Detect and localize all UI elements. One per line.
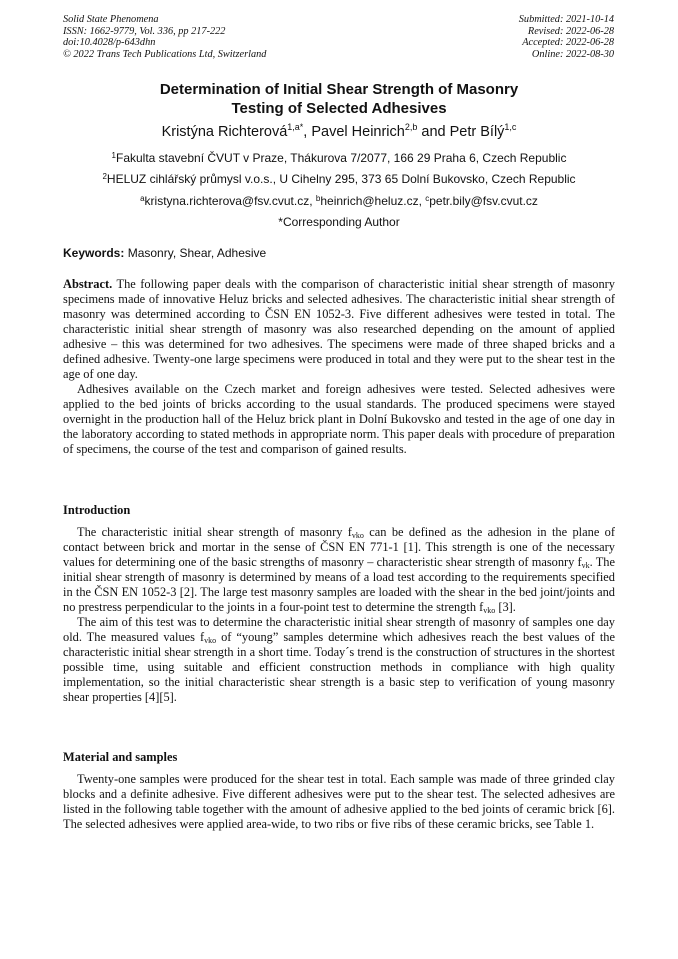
journal-issn: ISSN: 1662-9779, Vol. 336, pp 217-222 — [63, 25, 226, 37]
intro-text: The aim of this test was to determine the characteristic initial shear strength of masonry of samples one day old. The measured values f — [63, 615, 615, 644]
email-a: kristyna.richterova@fsv.cvut.cz, — [144, 194, 316, 208]
affiliation-2-marker: 2 — [102, 172, 107, 181]
journal-copyright: © 2022 Trans Tech Publications Ltd, Switzerland — [63, 48, 267, 60]
introduction-paragraph-1 — [63, 525, 615, 615]
title-line-2: Testing of Selected Adhesives — [231, 100, 447, 117]
email-marker-b: b — [315, 194, 321, 203]
section-heading-materials: Material and samples — [63, 750, 178, 764]
keywords-label: Keywords: — [63, 246, 125, 260]
email-b: heinrich@heluz.cz, — [320, 194, 426, 208]
affiliation-1-text: Fakulta stavební ČVUT v Praze, Thákurova 7/2077, 166 29 Praha 6, Czech Republic — [115, 151, 567, 165]
abstract-paragraph-1 — [63, 277, 615, 382]
email-c: petr.bily@fsv.cvut.cz — [429, 194, 538, 208]
journal-doi: doi:10.4028/p-643dhn — [63, 37, 156, 49]
journal-header-right — [519, 14, 614, 60]
author-separator: and — [417, 124, 450, 140]
journal-name: Solid State Phenomena — [63, 14, 159, 25]
abstract-paragraph-2: Adhesives available on the Czech market and foreign adhesives were tested. Selected adhesives were applied to the bed joints of bricks according to the usual standards. The produced specimens were stayed overnight in the production hall of the Heluz brick plant in Dolní Bukovsko and tested in the age of one day in the laboratory according to stated methods in appropriate norm. This paper deals with procedure of preparation of specimens, the course of the test and comparison of gained results. — [63, 382, 615, 456]
author-3-affil: 1,c — [504, 122, 517, 132]
author-emails — [0, 194, 678, 208]
intro-subscript: vko — [483, 606, 496, 615]
paper-title — [0, 80, 678, 118]
abstract-label: Abstract. — [63, 277, 113, 291]
email-marker-a: a — [140, 194, 145, 203]
introduction-paragraph-2 — [63, 615, 615, 705]
affiliation-1-marker: 1 — [111, 151, 116, 160]
intro-text: The characteristic initial shear strength of masonry f — [77, 525, 352, 539]
affiliation-2-text: HELUZ cihlářský průmysl v.o.s., U Cihelny 295, 373 65 Dolní Bukovsko, Czech Republic — [106, 172, 576, 186]
journal-header-left — [63, 14, 266, 60]
date-submitted: Submitted: 2021-10-14 — [518, 14, 614, 25]
abstract-section — [63, 277, 615, 457]
keywords — [63, 246, 615, 260]
author-3: Petr Bílý — [449, 124, 505, 140]
author-list — [0, 123, 678, 141]
corresponding-author-note: *Corresponding Author — [278, 215, 400, 229]
affiliation-2 — [0, 172, 678, 186]
author-2-affil: 2,b — [404, 122, 418, 132]
affiliation-1 — [0, 151, 678, 165]
intro-text: [3]. — [495, 600, 516, 614]
keywords-text: Masonry, Shear, Adhesive — [124, 246, 267, 260]
email-marker-c: c — [425, 194, 430, 203]
date-accepted: Accepted: 2022-06-28 — [522, 37, 614, 49]
intro-subscript: vk — [581, 561, 590, 570]
intro-subscript: vko — [351, 531, 364, 540]
title-line-1: Determination of Initial Shear Strength of Masonry — [159, 81, 519, 98]
intro-text: can be defined as the adhesion in the plane of contact between brick and mortar in the sense of ČSN EN 771-1 [1]. This strength is one of the necessary values for determining one of the basic strengths of masonry – characteristic shear strength of masonry f — [63, 525, 616, 569]
date-online: Online: 2022-08-30 — [531, 48, 614, 60]
materials-section — [63, 772, 615, 832]
author-1: Kristýna Richterová — [161, 124, 288, 140]
intro-text: . The initial shear strength of masonry is determined by means of a load test according to the requirements specified in the ČSN EN 1052-3 [2]. The large test masonry samples are loaded with the shear in the bed joint/joints and no prestress perpendicular to the joints in a four-point test to determine the strength f — [63, 555, 615, 614]
author-2: Pavel Heinrich — [311, 124, 405, 140]
intro-subscript: vko — [204, 636, 217, 645]
date-revised: Revised: 2022-06-28 — [527, 25, 614, 37]
abstract-text-1: The following paper deals with the comparison of characteristic initial shear strength of masonry specimens made of innovative Heluz bricks and selected adhesives. The characteristic initial shear strength of masonry was determined according to ČSN EN 1052-3. Five different adhesives were tested in total. The characteristic initial shear strength of masonry was also researched depending on the amount of applied adhesive – this was determined for two adhesives. The specimens were made of three shaped bricks and a defined adhesive. Twenty-one large specimens were produced in total and they were put to the shear test in the age of one day. — [63, 277, 615, 381]
materials-paragraph-1: Twenty-one samples were produced for the shear test in total. Each sample was made of three grinded clay blocks and a definite adhesive. Five different adhesives were put to the shear test. The selected adhesives are listed in the following table together with the amount of adhesive applied to the bed joints of ceramic brick [6]. The selected adhesives were applied area-wide, to two ribs or five ribs of these ceramic bricks, see Table 1. — [63, 772, 615, 831]
author-separator: , — [303, 124, 312, 140]
intro-text: of “young” samples determine which adhesives reach the best values of the characteristic initial shear strength in a short time. Today´s trend is the construction of structures in the shortest possible time, using suitable and efficient construction methods in compliance with high quality implementation, so the initial characteristic shear strength is a basic step to verification of young masonry shear properties [4][5]. — [63, 630, 615, 704]
introduction-section — [63, 525, 615, 705]
author-1-affil: 1,a* — [287, 122, 304, 132]
section-heading-introduction: Introduction — [63, 503, 131, 517]
